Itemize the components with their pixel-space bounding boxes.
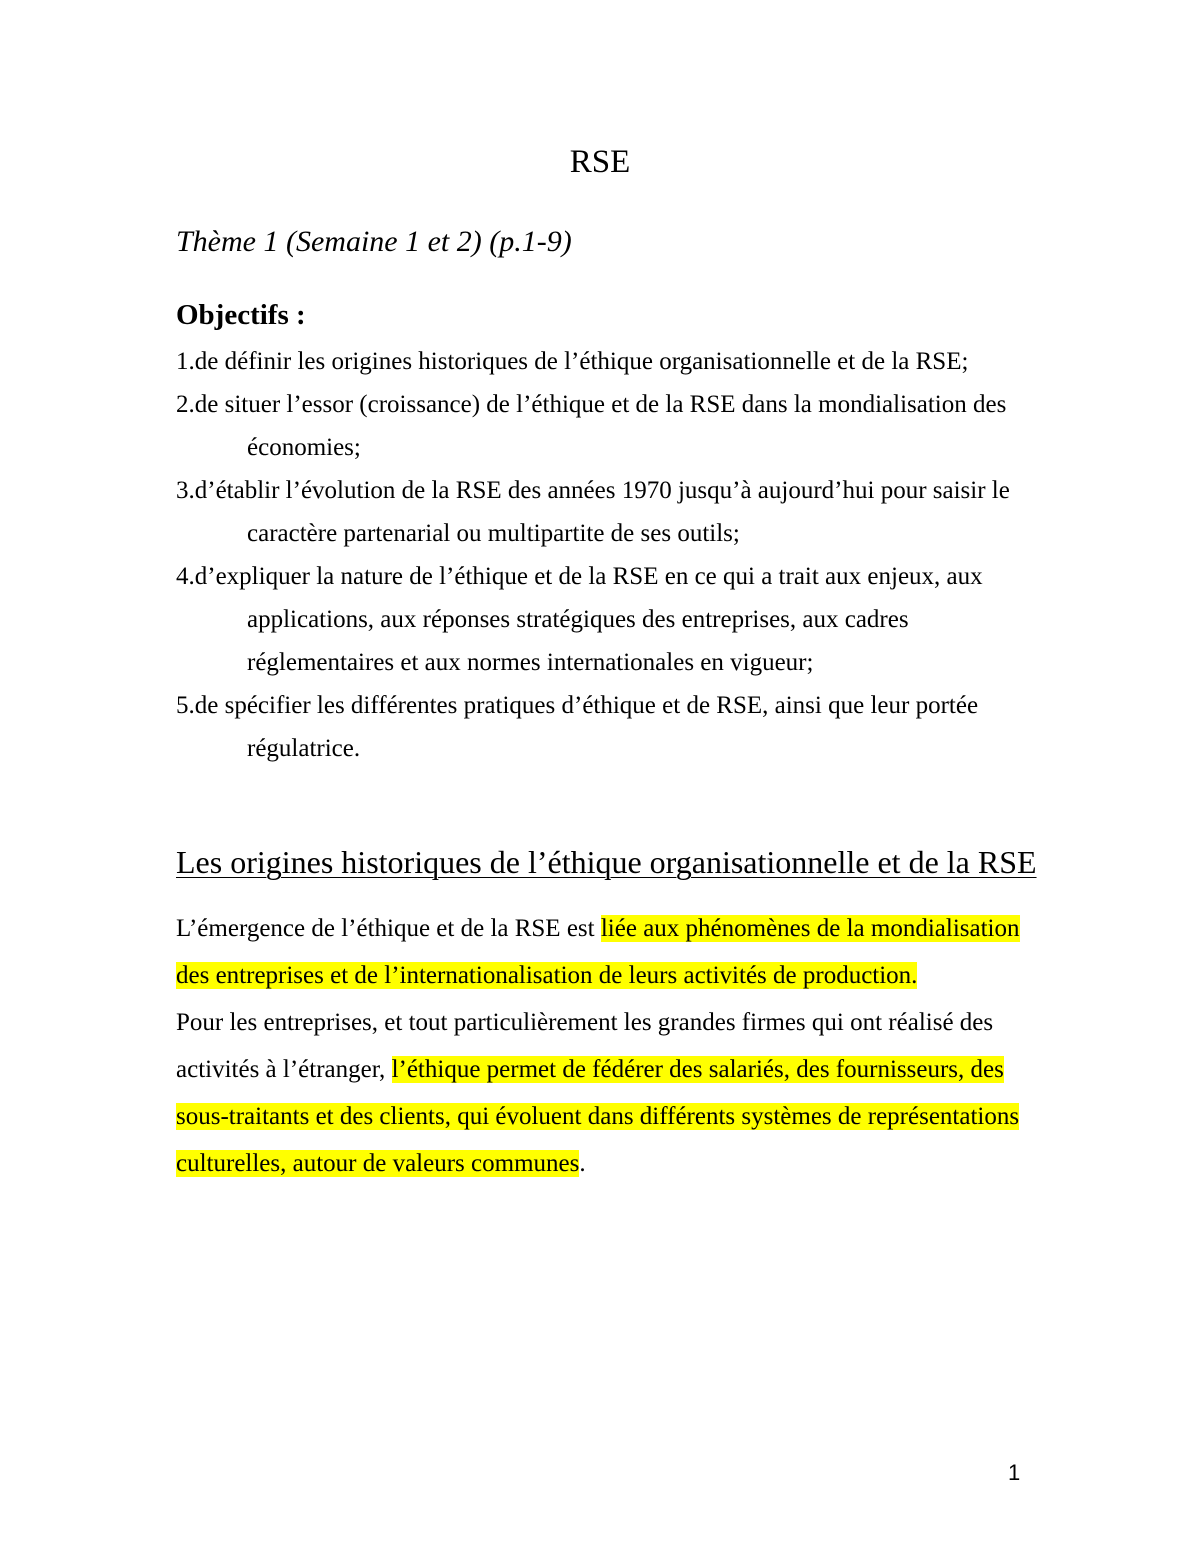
body-text xyxy=(176,905,1036,1187)
objective-item: 5.de spécifier les différentes pratiques d’éthique et de RSE, ainsi que leur portée régulatrice. xyxy=(176,692,979,762)
document-title: RSE xyxy=(569,144,631,180)
paragraph-enterprises-trailing: . xyxy=(579,1150,586,1177)
paragraph-enterprises xyxy=(176,999,1036,1187)
paragraph-emergence-plain: L’émergence de l’éthique et de la RSE est xyxy=(176,915,601,942)
section-heading: Les origines historiques de l’éthique organisationnelle et de la RSE xyxy=(176,844,1037,880)
objectives-heading: Objectifs : xyxy=(176,299,306,331)
paragraph-emergence-highlight: liée aux phénomènes de la mondialisation des entreprises et de l’internationalisation de leurs activités de production. xyxy=(176,915,1020,989)
theme-heading: Thème 1 (Semaine 1 et 2) (p.1-9) xyxy=(176,225,572,258)
objective-item: 3.d’établir l’évolution de la RSE des années 1970 jusqu’à aujourd’hui pour saisir le caractère partenarial ou multipartite de ses outils; xyxy=(176,477,1010,547)
paragraph-enterprises-plain: Pour les entreprises, et tout particulièrement les grandes firmes qui ont réalisé des activités à l’étranger, xyxy=(176,1009,994,1083)
page-number: 1 xyxy=(1008,1460,1021,1485)
paragraph-enterprises-highlight: l’éthique permet de fédérer des salariés, des fournisseurs, des sous-traitants et des clients, qui évoluent dans différents systèmes de représentations culturelles, autour de valeurs communes xyxy=(176,1056,1020,1177)
objective-item: 1.de définir les origines historiques de l’éthique organisationnelle et de la RSE; xyxy=(176,348,969,375)
objectives-list xyxy=(176,340,1056,770)
objective-item: 2.de situer l’essor (croissance) de l’éthique et de la RSE dans la mondialisation des économies; xyxy=(176,391,1007,461)
paragraph-emergence xyxy=(176,905,1036,999)
objective-item: 4.d’expliquer la nature de l’éthique et de la RSE en ce qui a trait aux enjeux, aux applications, aux réponses stratégiques des entreprises, aux cadres réglementaires et aux normes internationales en vigueur; xyxy=(176,563,983,676)
